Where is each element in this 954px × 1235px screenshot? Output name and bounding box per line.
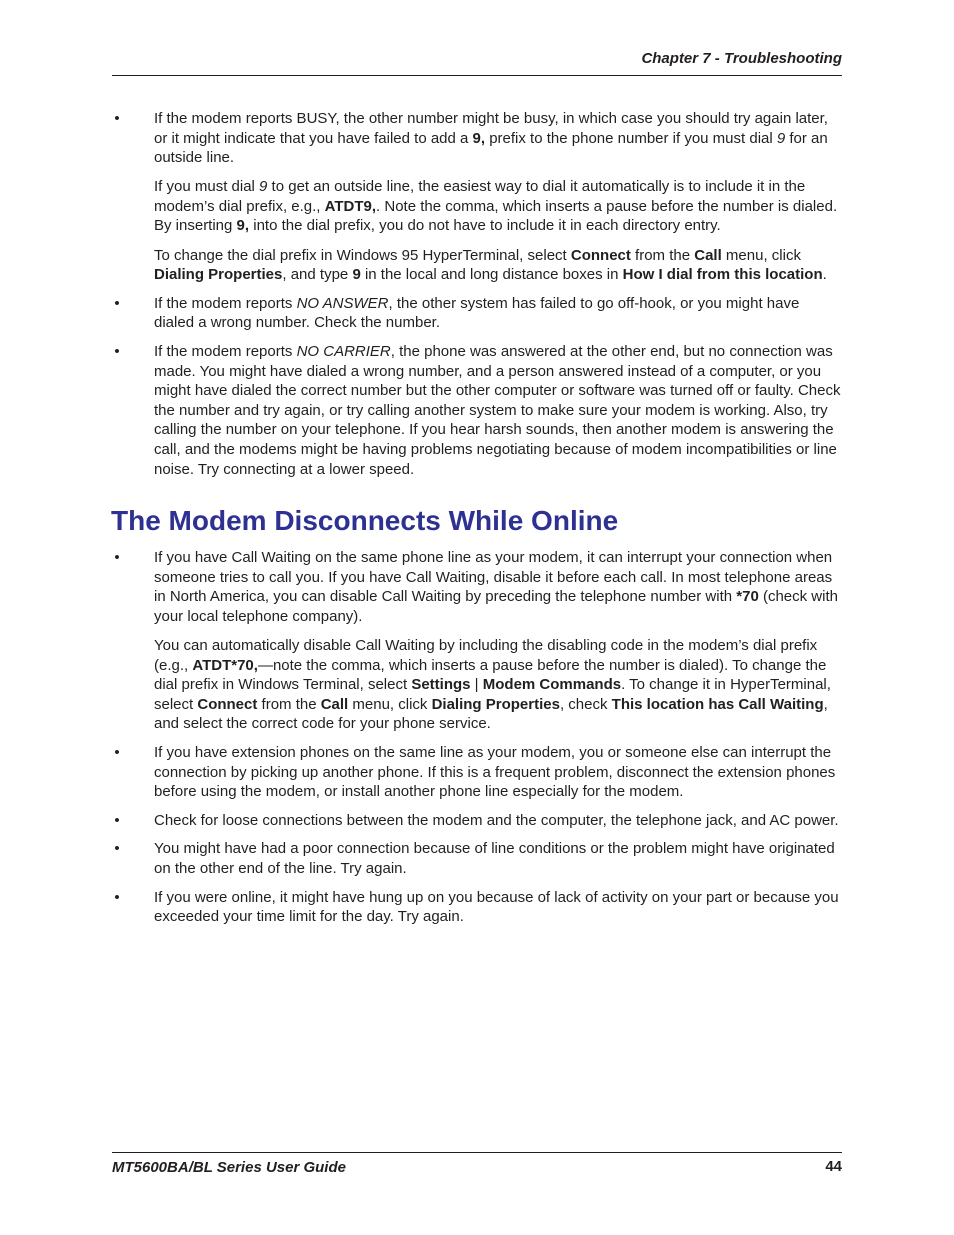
bold-text: *70 (736, 588, 759, 606)
text-run: You can automatically disable Call Waiting by including the disabling code in the modem’s dial prefix (e.g., (154, 636, 818, 674)
page-number: 44 (825, 1158, 842, 1175)
paragraph (154, 811, 842, 831)
text-run: prefix to the phone number if you must dial (485, 129, 777, 147)
header-divider (112, 75, 842, 76)
bold-text: ATDT9, (324, 197, 377, 215)
bold-text: Settings (411, 676, 471, 694)
list-item (112, 548, 842, 734)
text-run: —note the comma, which inserts a pause before the number is dialed). To change the dial prefix in Windows Terminal, select (154, 656, 827, 694)
bullet-marker: • (114, 294, 120, 312)
text-run: , the phone was answered at the other end, but no connection was made. You might have dialed a wrong number, and a person answered instead of a computer, or you might have dialed the correct number but the other computer or software was turned off or faulty. Check the number and try again, or try calling another system to make sure your modem is working. Also, try calling the number on your telephone. If you hear harsh sounds, then another modem is answering the call, and the modems might be having problems negotiating because of modem incompatibilities or line noise. Try connecting at a lower speed. (154, 342, 841, 478)
text-run: , and select the correct code for your phone service. (154, 695, 828, 733)
paragraph (154, 109, 842, 168)
bullet-list-disconnects (112, 548, 842, 927)
list-item (112, 839, 842, 878)
bold-text: 9, (472, 129, 486, 147)
text-run: , check (559, 695, 612, 713)
text-run: If you were online, it might have hung up on you because of lack of activity on your part or because you exceeded your time limit for the day. Try again. (154, 888, 839, 926)
text-run: If you must dial (154, 178, 260, 196)
page-content (112, 109, 842, 936)
bullet-list-modem-reports (112, 109, 842, 479)
bold-text: ATDT*70, (192, 656, 258, 674)
text-run: If you have extension phones on the same line as your modem, you or someone else can interrupt the connection by picking up another phone. If this is a frequent problem, disconnect the extension phones before using the modem, or install another phone line especially for the modem. (154, 743, 836, 801)
paragraph (154, 548, 842, 626)
text-run: (check with your local telephone company). (154, 588, 838, 625)
text-run: menu, click (348, 695, 432, 713)
italic-text: 9 (776, 129, 786, 147)
list-item (112, 109, 842, 285)
bullet-marker: • (114, 811, 120, 829)
bullet-marker: • (114, 888, 120, 906)
bullet-marker: • (114, 110, 120, 127)
paragraph (154, 888, 842, 927)
bold-text: Dialing Properties (431, 695, 560, 713)
paragraph (154, 839, 842, 878)
text-run: into the dial prefix, you do not have to include it in each directory entry. (249, 217, 721, 235)
paragraph (154, 743, 842, 802)
text-run: If you have Call Waiting on the same phone line as your modem, it can interrupt your connection when someone tries to call you. If you have Call Waiting, disable it before each call. In most telephone areas in North America, you can disable Call Waiting by preceding the telephone number with (154, 549, 833, 606)
bold-text: Connect (197, 695, 258, 713)
bullet-marker: • (114, 549, 120, 567)
bullet-marker: • (114, 840, 120, 858)
text-run: | (470, 676, 483, 694)
section-heading: The Modem Disconnects While Online (111, 505, 619, 537)
text-run: . To change it in HyperTerminal, select (154, 676, 831, 713)
text-run: . (822, 266, 827, 284)
paragraph (154, 636, 842, 734)
bold-text: 9 (352, 266, 361, 284)
italic-text: NO ANSWER (296, 294, 389, 312)
bullet-marker: • (114, 342, 120, 360)
text-run: If the modem reports (154, 342, 297, 360)
paragraph (154, 294, 842, 333)
footer-guide-title: MT5600BA/BL Series User Guide (112, 1159, 346, 1176)
text-run: You might have had a poor connection because of line conditions or the problem might have originated on the other end of the line. Try again. (154, 840, 835, 877)
text-run: To change the dial prefix in Windows 95 HyperTerminal, select (154, 246, 571, 264)
bold-text: 9, (236, 217, 250, 235)
text-run: If the modem reports (154, 294, 297, 312)
list-item (112, 342, 842, 479)
text-run: from the (630, 246, 695, 264)
footer-divider (112, 1152, 842, 1153)
list-item (112, 743, 842, 802)
bold-text: Modem Commands (482, 676, 622, 694)
text-run: in the local and long distance boxes in (360, 266, 623, 284)
text-run: Check for loose connections between the modem and the computer, the telephone jack, and AC power. (154, 811, 839, 829)
list-item (112, 294, 842, 333)
text-run: menu, click (721, 246, 801, 264)
bold-text: Connect (570, 246, 631, 264)
bold-text: This location has Call Waiting (611, 695, 824, 713)
italic-text: 9 (259, 178, 268, 196)
paragraph (154, 246, 842, 285)
text-run: , and type (282, 266, 353, 284)
text-run: , the other system has failed to go off-hook, or you might have dialed a wrong number. Check the number. (154, 294, 800, 332)
list-item (112, 811, 842, 831)
text-run: If the modem reports BUSY, the other number might be busy, in which case you should try again later, or it might indicate that you have failed to add a (154, 110, 828, 147)
text-run: to get an outside line, the easiest way to dial it automatically is to include it in the modem’s dial prefix, e.g., (154, 178, 806, 215)
bold-text: Call (320, 695, 349, 713)
paragraph (154, 177, 842, 236)
running-header: Chapter 7 - Troubleshooting (641, 50, 842, 67)
bold-text: Dialing Properties (154, 266, 283, 284)
paragraph (154, 342, 842, 479)
bullet-marker: • (114, 743, 120, 761)
list-item (112, 888, 842, 927)
bold-text: How I dial from this location (622, 266, 823, 284)
text-run: . Note the comma, which inserts a pause before the number is dialed. By inserting (154, 197, 838, 235)
text-run: for an outside line. (154, 129, 828, 167)
bold-text: Call (694, 246, 722, 264)
text-run: from the (257, 695, 321, 713)
italic-text: NO CARRIER (296, 342, 391, 360)
